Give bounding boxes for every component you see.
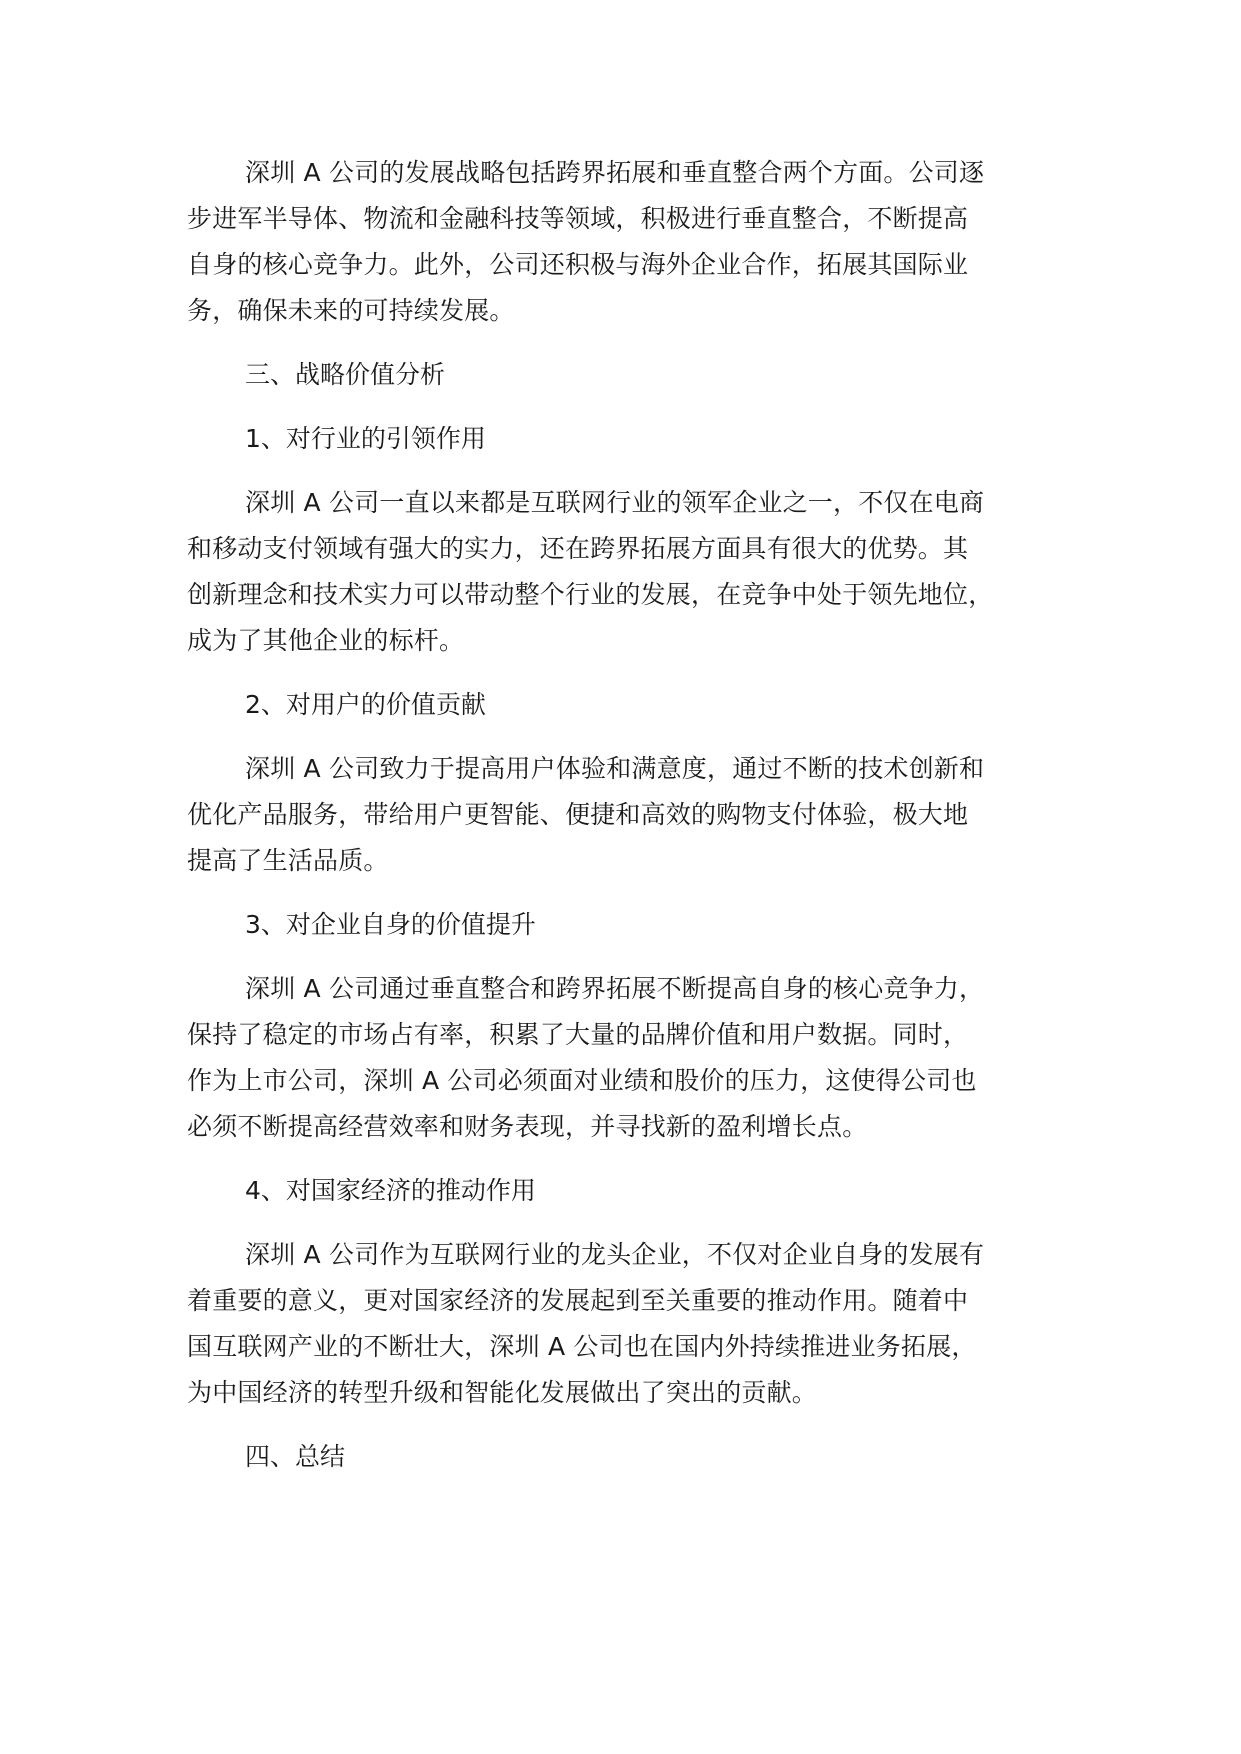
section-heading: 三、战略价值分析 — [245, 360, 446, 389]
text-line: 自身的核心竞争力。此外，公司还积极与海外企业合作，拓展其国际业 — [187, 250, 969, 279]
text-line: 深圳 A 公司通过垂直整合和跨界拓展不断提高自身的核心竞争力， — [245, 974, 985, 1003]
paragraph-user-value — [187, 746, 1087, 884]
text-line: 深圳 A 公司作为互联网行业的龙头企业，不仅对企业自身的发展有 — [245, 1240, 985, 1269]
text-line: 深圳 A 公司的发展战略包括跨界拓展和垂直整合两个方面。公司逐 — [245, 158, 985, 187]
text-line: 提高了生活品质。 — [187, 846, 389, 875]
text-line: 必须不断提高经营效率和财务表现，并寻找新的盈利增长点。 — [187, 1112, 868, 1141]
text-line: 深圳 A 公司一直以来都是互联网行业的领军企业之一，不仅在电商 — [245, 488, 985, 517]
text-line: 创新理念和技术实力可以带动整个行业的发展，在竞争中处于领先地位， — [187, 580, 994, 609]
paragraph-strategy-overview — [187, 150, 1087, 334]
subsection-heading: 4、对国家经济的推动作用 — [245, 1176, 536, 1205]
section-heading: 四、总结 — [245, 1442, 346, 1471]
paragraph-national-economy — [187, 1232, 1087, 1416]
paragraph-industry-leadership — [187, 480, 1087, 664]
text-line: 国互联网产业的不断壮大，深圳 A 公司也在国内外持续推进业务拓展， — [187, 1332, 977, 1361]
text-line: 为中国经济的转型升级和智能化发展做出了突出的贡献。 — [187, 1378, 818, 1407]
text-line: 优化产品服务，带给用户更智能、便捷和高效的购物支付体验，极大地 — [187, 800, 969, 829]
text-line: 保持了稳定的市场占有率，积累了大量的品牌价值和用户数据。同时， — [187, 1020, 969, 1049]
subsection-heading: 2、对用户的价值贡献 — [245, 690, 486, 719]
text-line: 务，确保未来的可持续发展。 — [187, 296, 515, 325]
text-line: 成为了其他企业的标杆。 — [187, 626, 465, 655]
subsection-heading: 1、对行业的引领作用 — [245, 424, 486, 453]
text-line: 和移动支付领域有强大的实力，还在跨界拓展方面具有很大的优势。其 — [187, 534, 969, 563]
subsection-heading: 3、对企业自身的价值提升 — [245, 910, 536, 939]
text-line: 作为上市公司，深圳 A 公司必须面对业绩和股价的压力，这使得公司也 — [187, 1066, 977, 1095]
text-line: 步进军半导体、物流和金融科技等领域，积极进行垂直整合，不断提高 — [187, 204, 969, 233]
paragraph-enterprise-value — [187, 966, 1087, 1150]
document-body — [187, 150, 1087, 1498]
text-line: 深圳 A 公司致力于提高用户体验和满意度，通过不断的技术创新和 — [245, 754, 985, 783]
text-line: 着重要的意义，更对国家经济的发展起到至关重要的推动作用。随着中 — [187, 1286, 969, 1315]
